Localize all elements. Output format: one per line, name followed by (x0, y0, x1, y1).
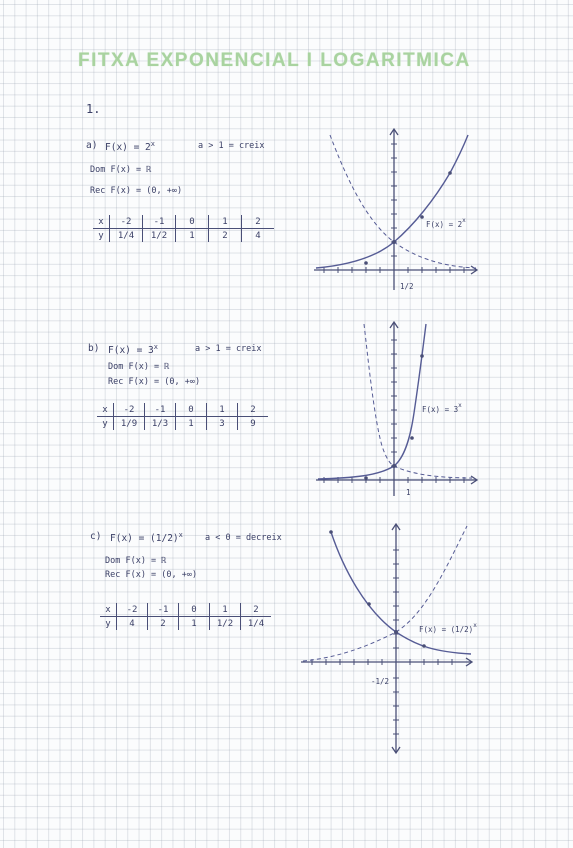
table-cell: 1/4 (110, 229, 143, 243)
table-cell: -1 (148, 603, 179, 617)
table-row-header: y (93, 229, 110, 243)
table-cell: -2 (114, 403, 145, 417)
section-a-function (105, 140, 155, 153)
table-cell: -1 (145, 403, 176, 417)
point (410, 436, 414, 440)
table-cell: 1 (179, 617, 210, 631)
exercise-number: 1. (86, 102, 101, 116)
table-cell: 9 (238, 417, 269, 431)
table-cell: 2 (148, 617, 179, 631)
graph-label-exponent: x (473, 622, 477, 629)
graph-label-base: F(x) = 3 (422, 405, 459, 414)
graph-label-base: F(x) = 2 (426, 220, 463, 229)
table-row-header: x (97, 403, 114, 417)
table-cell: 1/4 (241, 617, 272, 631)
table-cell: 3 (207, 417, 238, 431)
section-b-domain: Dom F(x) = ℝ (108, 362, 170, 372)
table-row-header: x (93, 215, 110, 229)
table-cell: 2 (241, 603, 272, 617)
section-b-value-table (97, 403, 268, 430)
graph-label-exponent: x (462, 217, 466, 224)
table-row-header: y (97, 417, 114, 431)
table-cell: 0 (176, 215, 209, 229)
section-a-function-exponent: x (150, 140, 155, 148)
curve-2-pow-x (316, 135, 468, 268)
section-a-graph (310, 125, 485, 305)
section-c-graph (295, 520, 477, 760)
section-a-range: Rec F(x) = (0, +∞) (90, 186, 183, 196)
point (392, 240, 396, 244)
section-c-domain: Dom F(x) = ℝ (105, 556, 167, 566)
section-b-graph-label (422, 402, 462, 414)
section-c-condition: a < 0 = decreix (205, 533, 282, 543)
point (420, 215, 424, 219)
table-cell: 1/2 (210, 617, 241, 631)
curve-reflection (303, 526, 467, 661)
table-row-y (100, 617, 271, 631)
table-cell: 4 (242, 229, 275, 243)
curve-3-pow-x (318, 324, 426, 479)
section-a-axis-note: 1/2 (400, 282, 414, 291)
table-cell: 0 (179, 603, 210, 617)
section-c-label: c) (90, 531, 102, 542)
table-cell: 2 (242, 215, 275, 229)
point (329, 530, 333, 534)
point (367, 602, 371, 606)
point (420, 354, 424, 358)
graph-label-exponent: x (458, 402, 462, 409)
table-row-y (93, 229, 274, 243)
section-a-condition: a > 1 = creix (198, 141, 265, 151)
table-row-x (97, 403, 268, 417)
table-cell: -2 (117, 603, 148, 617)
section-b-condition: a > 1 = creix (195, 344, 262, 354)
graph-label-base: F(x) = (1/2) (419, 625, 474, 634)
point (364, 261, 368, 265)
table-row-x (93, 215, 274, 229)
page-title: FITXA EXPONENCIAL I LOGARITMICA (78, 50, 471, 71)
table-cell: 1 (207, 403, 238, 417)
section-b-function (108, 343, 158, 356)
section-a-label: a) (86, 140, 98, 151)
point (364, 476, 368, 480)
section-b-function-exponent: x (153, 343, 158, 351)
section-c-function-base: F(x) = (1/2) (110, 533, 179, 545)
point (422, 644, 426, 648)
curve-reflection (364, 324, 472, 478)
section-a-domain: Dom F(x) = ℝ (90, 165, 152, 175)
section-c-axis-note: -1/2 (371, 677, 390, 686)
section-b-range: Rec F(x) = (0, +∞) (108, 377, 201, 387)
table-cell: 2 (238, 403, 269, 417)
section-a-graph-label (426, 217, 466, 229)
table-row-x (100, 603, 271, 617)
table-cell: -2 (110, 215, 143, 229)
point (394, 630, 398, 634)
section-c-graph-label (419, 622, 477, 634)
section-b-axis-note: 1 (406, 488, 411, 497)
table-cell: 4 (117, 617, 148, 631)
section-b-function-base: F(x) = 3 (108, 345, 154, 357)
table-cell: 1/3 (145, 417, 176, 431)
section-c-range: Rec F(x) = (0, +∞) (105, 570, 198, 580)
table-cell: 1 (176, 229, 209, 243)
section-c-function (110, 531, 183, 544)
section-a-value-table (93, 215, 274, 242)
table-cell: 1 (210, 603, 241, 617)
table-cell: 1 (209, 215, 242, 229)
table-row-y (97, 417, 268, 431)
table-cell: -1 (143, 215, 176, 229)
table-cell: 1/9 (114, 417, 145, 431)
point (448, 171, 452, 175)
section-c-value-table (100, 603, 271, 630)
curve-reflection (330, 135, 476, 268)
table-cell: 0 (176, 403, 207, 417)
table-cell: 1 (176, 417, 207, 431)
point (392, 464, 396, 468)
table-row-header: x (100, 603, 117, 617)
curve-half-pow-x (331, 532, 474, 654)
section-a-function-base: F(x) = 2 (105, 142, 151, 154)
table-row-header: y (100, 617, 117, 631)
section-c-function-exponent: x (178, 531, 183, 539)
section-b-graph (312, 318, 487, 503)
section-b-label: b) (88, 343, 100, 354)
table-cell: 2 (209, 229, 242, 243)
table-cell: 1/2 (143, 229, 176, 243)
